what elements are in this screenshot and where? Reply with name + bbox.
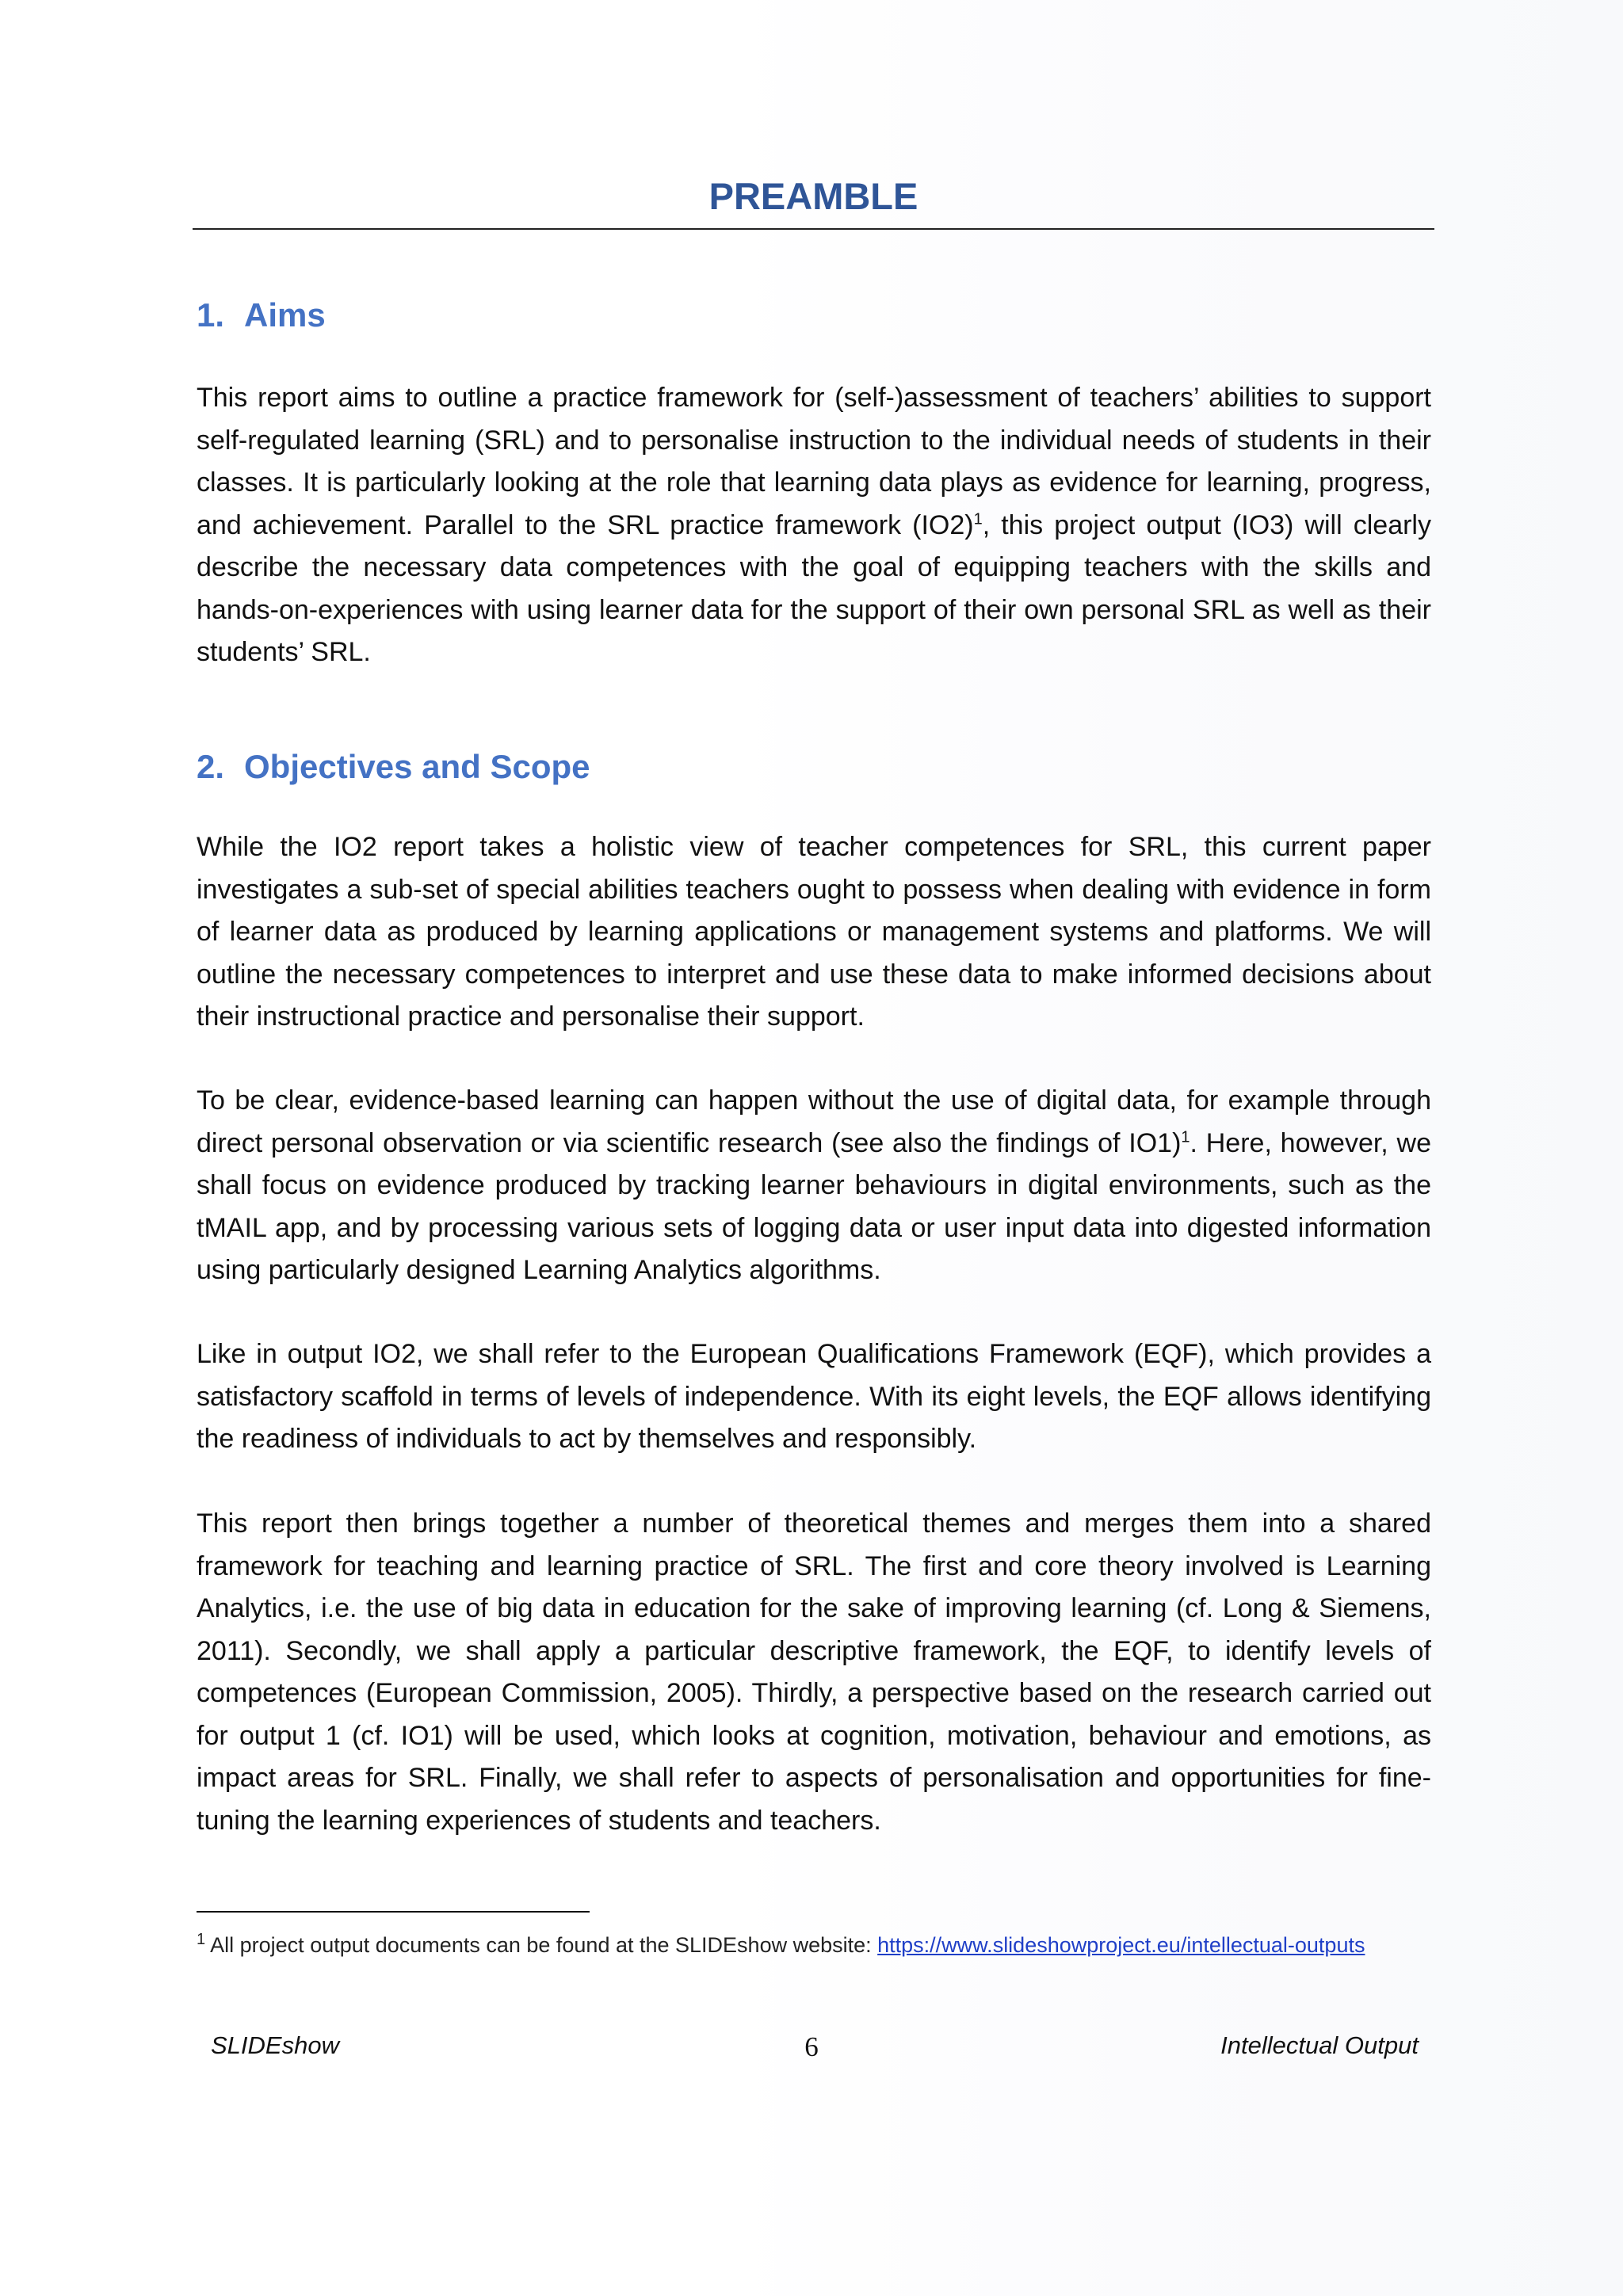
section-number: 1. xyxy=(197,296,225,334)
paragraph: To be clear, evidence-based learning can happen without the use of digital data, for example through direct personal observation or via scientific research (see also the findings of IO1)$^1$. Here, however, we shall focus on evidence produced by tracking learner behaviours in digital environments, such as the tMAIL app, and by processing various sets of logging data or user input data into digested information using particularly designed Learning Analytics algorithms. xyxy=(197,1085,1431,1285)
paragraph: While the IO2 report takes a holistic view of teacher competences for SRL, this current paper investigates a sub-set of special abilities teachers ought to possess when dealing with evidence in form of learner data as produced by learning applications or management systems and platforms. We will outline the necessary competences to interpret and use these data to make informed decisions about their instructional practice and personalise their support. xyxy=(197,832,1431,1032)
footnote-marker: 1 xyxy=(197,1931,206,1948)
aims-paragraph xyxy=(197,377,1431,674)
section-heading xyxy=(197,293,1431,338)
objectives-paragraph-2 xyxy=(197,1080,1431,1292)
objectives-paragraph-3 xyxy=(197,1333,1431,1461)
section-aims xyxy=(197,293,1431,338)
page-title: PREAMBLE xyxy=(193,173,1434,230)
paragraph: This report then brings together a number of theoretical themes and merges them into a shared framework for teaching and learning practice of SRL. The first and core theory involved is Learning Analytics, i.e. the use of big data in education for the sake of improving learning (cf. Long & Siemens, 2011). Secondly, we shall apply a particular descriptive framework, the EQF, to identify levels of competences (European Commission, 2005). Thirdly, a perspective based on the research carried out for output 1 (cf. IO1) will be used, which looks at cognition, motivation, behaviour and emotions, as impact areas for SRL. Finally, we shall refer to aspects of personalisation and opportunities for fine-tuning the learning experiences of students and teachers. xyxy=(197,1508,1431,1836)
section-title: Objectives and Scope xyxy=(244,748,590,785)
footnote-ref[interactable]: 1 xyxy=(1181,1128,1190,1146)
footnote xyxy=(197,1930,1431,1960)
paragraph: Like in output IO2, we shall refer to the European Qualifications Framework (EQF), which provides a satisfactory scaffold in terms of levels of independence. With its eight levels, the EQF allows identifying the readiness of individuals to act by themselves and responsibly. xyxy=(197,1339,1431,1454)
section-title: Aims xyxy=(244,296,326,334)
footnote-link[interactable]: https://www.slideshowproject.eu/intellectual-outputs xyxy=(877,1933,1365,1957)
footer-right: Intellectual Output xyxy=(1220,2031,1419,2059)
page-number: 6 xyxy=(804,2031,819,2062)
objectives-paragraph-1 xyxy=(197,826,1431,1039)
section-number: 2. xyxy=(197,748,225,785)
footnote-ref[interactable]: 1 xyxy=(973,510,983,528)
footnote-divider xyxy=(197,1911,590,1913)
section-objectives xyxy=(197,745,1431,789)
paragraph: This report aims to outline a practice framework for (self-)assessment of teachers’ abilities to support self-regulated learning (SRL) and to personalise instruction to the individual needs of students in their classes. It is particularly looking at the role that learning data plays as evidence for learning, progress, and achievement. Parallel to the SRL practice framework $(IO2)^1$, this project output (IO3) will clearly describe the necessary data competences with the goal of equipping teachers with the skills and hands-on-experiences with using learner data for the support of their own personal SRL as well as their students’ SRL. xyxy=(197,383,1431,667)
footnote-text: All project output documents can be found at the SLIDEshow website: xyxy=(210,1933,878,1957)
section-heading xyxy=(197,745,1431,789)
objectives-paragraph-4 xyxy=(197,1503,1431,1842)
footer-left: SLIDEshow xyxy=(211,2031,339,2059)
